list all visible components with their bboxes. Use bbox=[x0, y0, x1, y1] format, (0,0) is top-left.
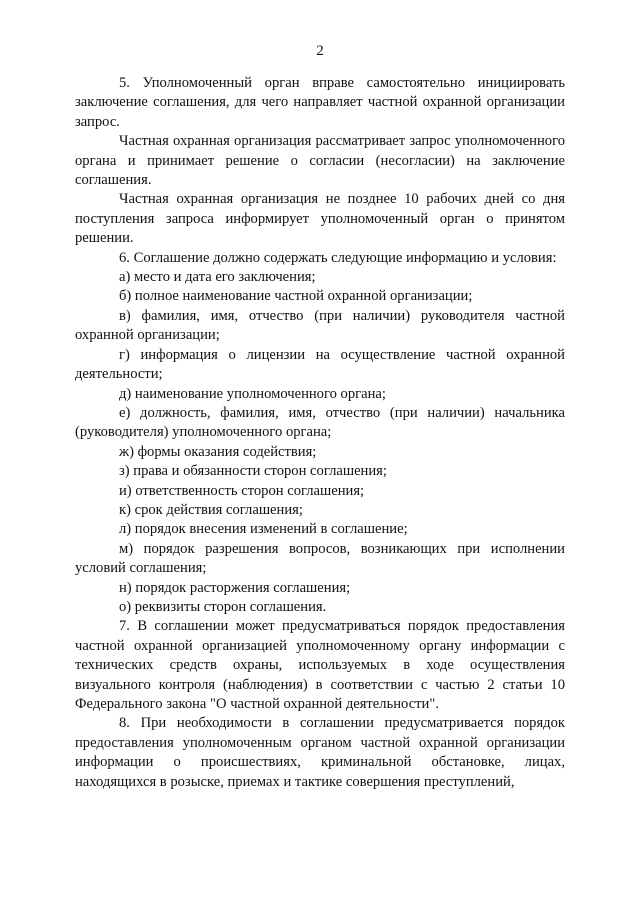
list-item-l: л) порядок внесения изменений в соглашение; bbox=[119, 521, 408, 538]
paragraph-8: 8. При необходимости в соглашении предусматривается порядок предоставления уполномоченным органом частной охранной организации информации о происшествиях, криминальной обстановке, лицах, находящихся в розыске, приемах и тактике совершения преступлений, bbox=[75, 715, 565, 790]
paragraph-5: 5. Уполномоченный орган вправе самостоятельно инициировать заключение соглашения, для чего направляет частной охранной организации запрос. bbox=[75, 75, 565, 130]
list-item-i: и) ответственность сторон соглашения; bbox=[119, 482, 365, 499]
paragraph-5-notify: Частная охранная организация не позднее 10 рабочих дней со дня поступления запроса информирует уполномоченный орган о принятом решении. bbox=[75, 191, 565, 247]
paragraph-5-review: Частная охранная организация рассматривает запрос уполномоченного органа и принимает решение о согласии (несогласии) на заключение соглашения. bbox=[75, 133, 565, 189]
list-item-d: д) наименование уполномоченного органа; bbox=[119, 385, 386, 402]
paragraph-6: 6. Соглашение должно содержать следующие информацию и условия: bbox=[119, 249, 557, 266]
list-item-o: о) реквизиты сторон соглашения. bbox=[119, 598, 327, 615]
page-number: 2 bbox=[316, 43, 324, 59]
list-item-g: г) информация о лицензии на осуществление частной охранной деятельности; bbox=[75, 346, 565, 383]
list-item-a: а) место и дата его заключения; bbox=[119, 269, 316, 286]
list-item-b: б) полное наименование частной охранной организации; bbox=[119, 288, 473, 305]
paragraph-7: 7. В соглашении может предусматриваться порядок предоставления частной охранной организацией уполномоченному органу информации с технических средств охраны, используемых в ходе осуществления визуального контроля (наблюдения) в соответствии с частью 2 статьи 10 Федерального закона "О частной охранной деятельности". bbox=[75, 618, 565, 712]
list-item-n: н) порядок расторжения соглашения; bbox=[119, 579, 351, 596]
list-item-m: м) порядок разрешения вопросов, возникающих при исполнении условий соглашения; bbox=[75, 540, 565, 577]
list-item-e: е) должность, фамилия, имя, отчество (при наличии) начальника (руководителя) уполномоченного органа; bbox=[75, 404, 565, 441]
list-item-k: к) срок действия соглашения; bbox=[119, 501, 303, 518]
list-item-zh: ж) формы оказания содействия; bbox=[119, 443, 317, 460]
list-item-z: з) права и обязанности сторон соглашения; bbox=[119, 463, 387, 480]
document-body bbox=[75, 74, 565, 792]
list-item-v: в) фамилия, имя, отчество (при наличии) руководителя частной охранной организации; bbox=[75, 307, 565, 344]
